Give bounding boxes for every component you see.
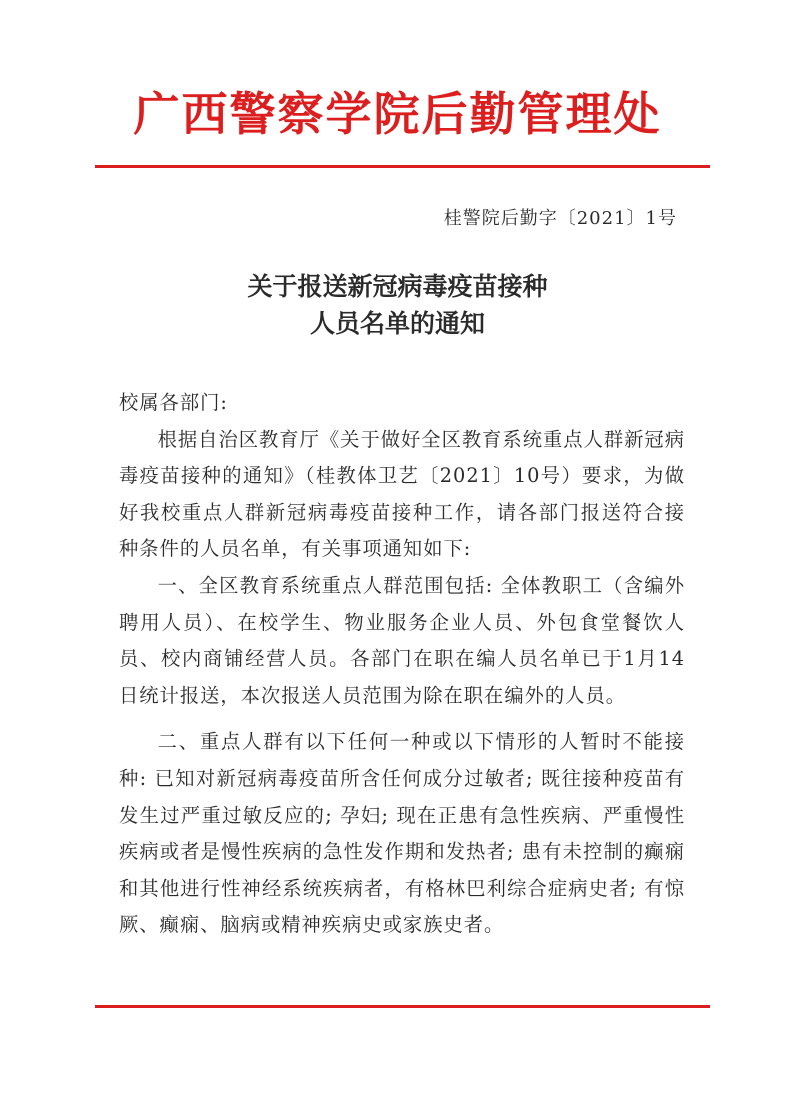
document-title [0, 268, 795, 342]
paragraph-intro: 根据自治区教育厅《关于做好全区教育系统重点人群新冠病毒疫苗接种的通知》（桂教体卫艺〔2021〕10号）要求，为做好我校重点人群新冠病毒疫苗接种工作，请各部门报送符合接种条件的人员名单，有关事项通知如下: [119, 427, 685, 561]
org-letterhead-title: 广西警察学院后勤管理处 [133, 87, 662, 141]
paragraph-item-1: 一、全区教育系统重点人群范围包括: 全体教职工（含编外聘用人员）、在校学生、物业服务企业人员、外包食堂餐饮人员、校内商铺经营人员。各部门在职在编人员名单已于1月14日统计报送，本次报送人员范围为除在职在编外的人员。 [119, 573, 685, 707]
document-number: 桂警院后勤字〔2021〕1号 [443, 208, 677, 229]
paragraph-item-2: 二、重点人群有以下任何一种或以下情形的人暂时不能接种: 已知对新冠病毒疫苗所含任何成分过敏者; 既往接种疫苗有发生过严重过敏反应的; 孕妇; 现在正患有急性疾病、严重慢性疾病或者是慢性疾病的急性发作期和发热者; 患有未控制的癫痫和其他进行性神经系统疾病者，有格林巴利综合症病史者; 有惊厥、癫痫、脑病或精神疾病史或家族史者。 [119, 730, 685, 937]
bottom-red-divider [95, 1005, 710, 1008]
document-title-line-1: 关于报送新冠病毒疫苗接种 [247, 272, 548, 301]
salutation: 校属各部门: [119, 391, 228, 414]
document-title-line-2: 人员名单的通知 [309, 309, 485, 338]
document-body [119, 385, 685, 944]
top-red-divider [95, 165, 710, 168]
